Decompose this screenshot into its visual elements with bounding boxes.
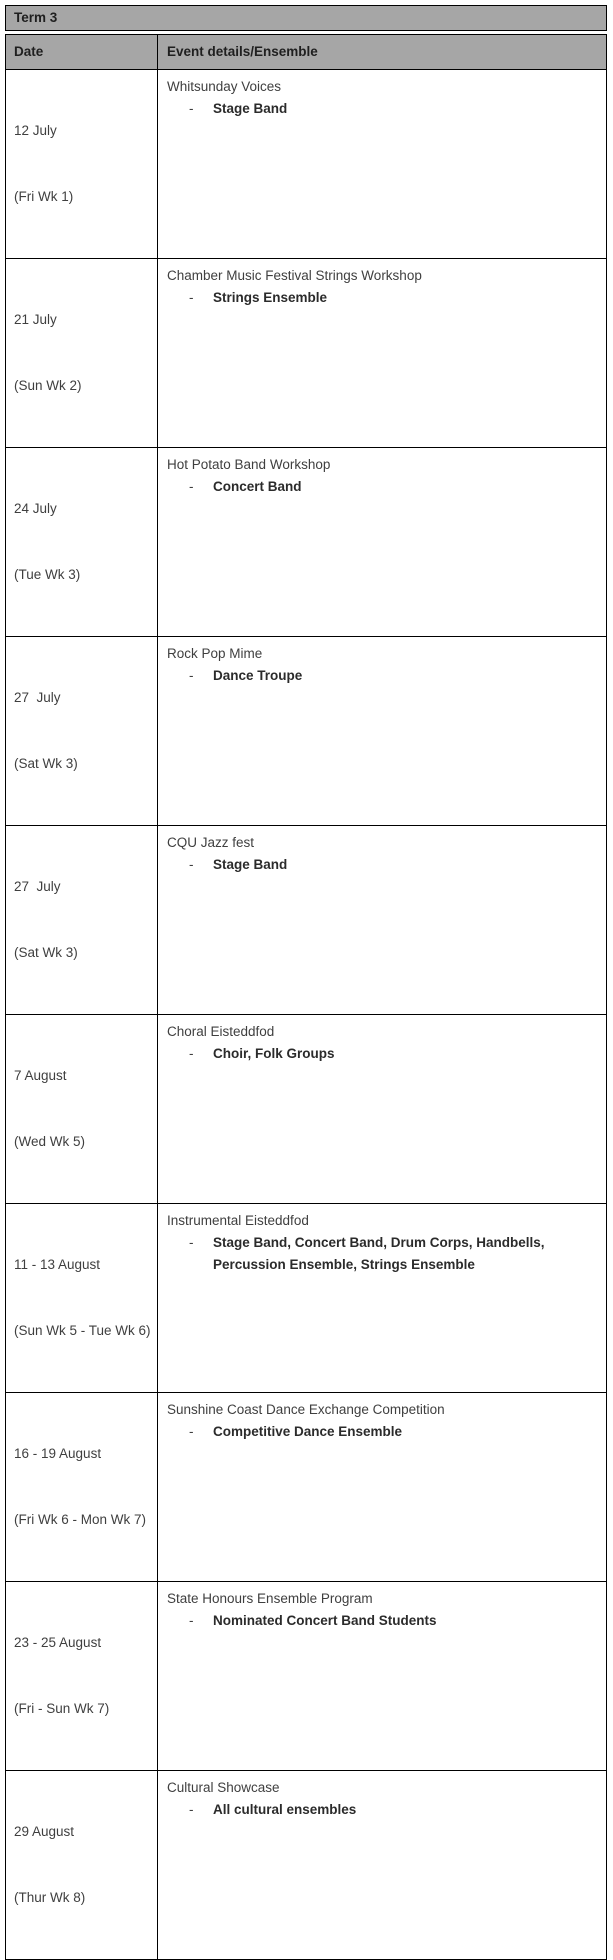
event-cell <box>157 259 606 447</box>
event-title: Hot Potato Band Workshop <box>167 457 331 472</box>
event-title: CQU Jazz fest <box>167 835 255 850</box>
date-week: (Sun Wk 5 - Tue Wk 6) <box>14 1323 151 1338</box>
date-text: 27 July <box>14 690 61 705</box>
ensemble-text: Stage Band, Concert Band, Drum Corps, Handbells, Percussion Ensemble, Strings Ensemble <box>213 1235 545 1272</box>
date-cell <box>6 1015 157 1203</box>
dash-bullet: - <box>189 1802 194 1817</box>
ensemble-item <box>167 476 600 498</box>
dash-bullet: - <box>189 668 194 683</box>
dash-bullet: - <box>189 290 194 305</box>
table-header-row <box>6 35 606 69</box>
date-text: 11 - 13 August <box>14 1257 101 1272</box>
event-title: Choral Eisteddfod <box>167 1024 275 1039</box>
date-week: (Sun Wk 2) <box>14 378 82 393</box>
date-week: (Fri Wk 1) <box>14 189 74 204</box>
date-week: (Wed Wk 5) <box>14 1134 86 1149</box>
ensemble-item <box>167 665 600 687</box>
column-header-event: Event details/Ensemble <box>157 35 606 69</box>
date-week: (Sat Wk 3) <box>14 756 78 771</box>
term-title: Term 3 <box>14 10 58 25</box>
date-text: 16 - 19 August <box>14 1446 102 1461</box>
ensemble-item <box>167 98 600 120</box>
ensemble-text: Competitive Dance Ensemble <box>213 1424 403 1439</box>
ensemble-item <box>167 287 600 309</box>
event-cell <box>157 1582 606 1770</box>
ensemble-text: Stage Band <box>213 857 288 872</box>
date-text: 29 August <box>14 1824 75 1839</box>
ensemble-item <box>167 1610 600 1632</box>
date-cell <box>6 1582 157 1770</box>
event-title: Instrumental Eisteddfod <box>167 1213 309 1228</box>
date-week: (Fri Wk 6 - Mon Wk 7) <box>14 1512 146 1527</box>
ensemble-text: Nominated Concert Band Students <box>213 1613 437 1628</box>
ensemble-item <box>167 1421 600 1443</box>
event-title: Whitsunday Voices <box>167 79 282 94</box>
date-text: 21 July <box>14 312 57 327</box>
event-title: Chamber Music Festival Strings Workshop <box>167 268 422 283</box>
table-row <box>6 1203 606 1392</box>
event-cell <box>157 1393 606 1581</box>
date-cell <box>6 1393 157 1581</box>
dash-bullet: - <box>189 1235 194 1250</box>
event-cell <box>157 826 606 1014</box>
table-row <box>6 447 606 636</box>
date-text: 24 July <box>14 501 57 516</box>
date-cell <box>6 448 157 636</box>
date-cell <box>6 1204 157 1392</box>
ensemble-text: Choir, Folk Groups <box>213 1046 335 1061</box>
ensemble-text: Strings Ensemble <box>213 290 328 305</box>
table-row <box>6 258 606 447</box>
column-header-date: Date <box>14 44 44 59</box>
ensemble-item <box>167 854 600 876</box>
dash-bullet: - <box>189 479 194 494</box>
ensemble-item <box>167 1232 600 1276</box>
date-week: (Sat Wk 3) <box>14 945 78 960</box>
term-header <box>5 5 607 31</box>
event-cell <box>157 1771 606 1959</box>
event-cell <box>157 637 606 825</box>
ensemble-item <box>167 1799 600 1821</box>
date-cell <box>6 637 157 825</box>
date-text: 27 July <box>14 879 61 894</box>
events-table <box>5 34 607 1960</box>
event-title: State Honours Ensemble Program <box>167 1591 373 1606</box>
table-row <box>6 1581 606 1770</box>
ensemble-text: Concert Band <box>213 479 302 494</box>
dash-bullet: - <box>189 101 194 116</box>
table-row <box>6 1014 606 1203</box>
dash-bullet: - <box>189 857 194 872</box>
document-page <box>5 5 607 1960</box>
date-text: 12 July <box>14 123 57 138</box>
table-row <box>6 1770 606 1959</box>
event-title: Cultural Showcase <box>167 1780 280 1795</box>
dash-bullet: - <box>189 1046 194 1061</box>
date-cell <box>6 259 157 447</box>
date-cell <box>6 1771 157 1959</box>
table-row <box>6 636 606 825</box>
event-title: Rock Pop Mime <box>167 646 263 661</box>
date-week: (Fri - Sun Wk 7) <box>14 1701 110 1716</box>
ensemble-item <box>167 1043 600 1065</box>
ensemble-text: All cultural ensembles <box>213 1802 357 1817</box>
date-text: 7 August <box>14 1068 67 1083</box>
event-cell <box>157 1204 606 1392</box>
ensemble-text: Dance Troupe <box>213 668 303 683</box>
event-cell <box>157 70 606 258</box>
dash-bullet: - <box>189 1613 194 1628</box>
table-row <box>6 69 606 258</box>
table-row <box>6 825 606 1014</box>
date-cell <box>6 826 157 1014</box>
date-week: (Tue Wk 3) <box>14 567 81 582</box>
date-cell <box>6 70 157 258</box>
ensemble-text: Stage Band <box>213 101 288 116</box>
event-title: Sunshine Coast Dance Exchange Competition <box>167 1402 445 1417</box>
event-cell <box>157 1015 606 1203</box>
dash-bullet: - <box>189 1424 194 1439</box>
date-week: (Thur Wk 8) <box>14 1890 86 1905</box>
date-text: 23 - 25 August <box>14 1635 102 1650</box>
event-cell <box>157 448 606 636</box>
table-row <box>6 1392 606 1581</box>
